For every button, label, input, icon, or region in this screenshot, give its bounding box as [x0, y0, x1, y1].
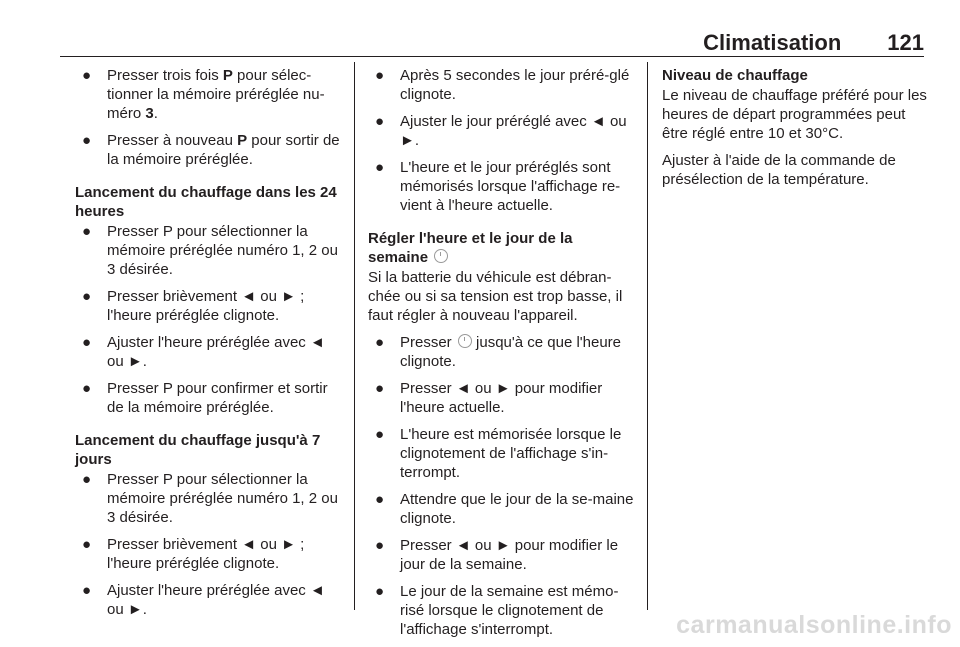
- text: Presser: [400, 334, 456, 351]
- list-item: [368, 582, 636, 639]
- column-divider: [647, 62, 648, 610]
- list-item: [75, 222, 343, 279]
- paragraph: Le niveau de chauffage préféré pour les heures de départ programmées peut être réglé entre 10 et 30°C.: [662, 87, 927, 142]
- list-item: [368, 66, 636, 104]
- text: Ajuster l'heure préréglée avec ◄ ou ►.: [107, 582, 325, 618]
- heading-7d: Lancement du chauffage jusqu'à 7 jours: [75, 432, 321, 468]
- heading-text: Régler l'heure et le jour de la semaine: [368, 230, 573, 266]
- column-1: [75, 66, 343, 627]
- list-item: [368, 112, 636, 150]
- intro-list: [75, 66, 343, 169]
- list-item: [75, 470, 343, 527]
- section-title: Climatisation: [703, 30, 842, 55]
- bullet-icon: ●: [82, 380, 92, 397]
- column-divider: [354, 62, 355, 610]
- bullet-icon: ●: [375, 159, 385, 176]
- list-item: [75, 535, 343, 573]
- list-item: [368, 536, 636, 574]
- text: Presser à nouveau: [107, 132, 238, 149]
- heading-heat-level: Niveau de chauffage: [662, 67, 808, 84]
- bullet-icon: ●: [82, 582, 92, 599]
- page-number: 121: [887, 30, 924, 55]
- text: .: [153, 105, 158, 122]
- bullet-icon: ●: [375, 380, 385, 397]
- bullet-icon: ●: [375, 491, 385, 508]
- text: pour sortir de la mémoire préréglée.: [107, 132, 340, 168]
- bullet-icon: ●: [82, 67, 92, 84]
- text: Ajuster le jour préréglé avec ◄ ou ►.: [400, 113, 627, 149]
- text: Presser brièvement ◄ ou ► ; l'heure préréglée clignote.: [107, 536, 305, 572]
- text: pour sélec-tionner la mémoire préréglée nu-méro: [107, 67, 325, 122]
- text: Presser P pour sélectionner la mémoire préréglée numéro 1, 2 ou 3 désirée.: [107, 223, 338, 278]
- text: Après 5 secondes le jour préré-glé clignote.: [400, 67, 630, 103]
- text: L'heure et le jour préréglés sont mémorisés lorsque l'affichage re-vient à l'heure actuelle.: [400, 159, 621, 214]
- heading-set-time: [368, 229, 636, 267]
- bullet-icon: ●: [375, 113, 385, 130]
- text: Presser P pour sélectionner la mémoire préréglée numéro 1, 2 ou 3 désirée.: [107, 471, 338, 526]
- bullet-icon: ●: [82, 288, 92, 305]
- list-7d: [75, 470, 343, 619]
- text: Ajuster l'heure préréglée avec ◄ ou ►.: [107, 334, 325, 370]
- list-24h: [75, 222, 343, 417]
- clock-icon: [458, 334, 472, 348]
- clock-icon: [434, 249, 448, 263]
- bullet-icon: ●: [82, 471, 92, 488]
- list-item: [368, 425, 636, 482]
- text: Presser P pour confirmer et sortir de la mémoire préréglée.: [107, 380, 328, 416]
- list-item: [368, 333, 636, 371]
- bullet-icon: ●: [375, 334, 385, 351]
- list-item: [75, 66, 343, 123]
- column-3: [662, 66, 930, 197]
- bullet-icon: ●: [82, 536, 92, 553]
- list-item: [368, 158, 636, 215]
- column-2: [368, 66, 636, 647]
- header-rule: [60, 56, 924, 57]
- bullet-icon: ●: [375, 426, 385, 443]
- bullet-icon: ●: [82, 132, 92, 149]
- text: Le jour de la semaine est mémo-risé lorsque le clignotement de l'affichage s'interrompt.: [400, 583, 619, 638]
- bullet-icon: ●: [82, 334, 92, 351]
- list-item: [75, 131, 343, 169]
- paragraph: Ajuster à l'aide de la commande de présélection de la température.: [662, 152, 896, 188]
- intro-list: [368, 66, 636, 215]
- text: Presser ◄ ou ► pour modifier le jour de la semaine.: [400, 537, 619, 573]
- page-header: [60, 26, 924, 56]
- list-item: [75, 379, 343, 417]
- list-item: [368, 490, 636, 528]
- bullet-icon: ●: [375, 537, 385, 554]
- watermark: carmanualsonline.info: [676, 611, 952, 639]
- paragraph: Si la batterie du véhicule est débran-chée ou si sa tension est trop basse, il faut régler à nouveau l'appareil.: [368, 269, 623, 324]
- key-label: P: [222, 67, 233, 84]
- text: Attendre que le jour de la se-maine clignote.: [400, 491, 634, 527]
- text: L'heure est mémorisée lorsque le clignotement de l'affichage s'in-terrompt.: [400, 426, 622, 481]
- list-item: [75, 581, 343, 619]
- heading-24h: Lancement du chauffage dans les 24 heures: [75, 184, 337, 220]
- text: Presser ◄ ou ► pour modifier l'heure actuelle.: [400, 380, 603, 416]
- text: Presser brièvement ◄ ou ► ; l'heure préréglée clignote.: [107, 288, 305, 324]
- list-item: [75, 333, 343, 371]
- bullet-icon: ●: [375, 67, 385, 84]
- key-label: P: [237, 132, 248, 149]
- bullet-icon: ●: [375, 583, 385, 600]
- text: jusqu'à ce que l'heure clignote.: [400, 334, 622, 370]
- list-item: [368, 379, 636, 417]
- text: Presser trois fois: [107, 67, 223, 84]
- key-label: 3: [145, 105, 154, 122]
- bullet-icon: ●: [82, 223, 92, 240]
- list-item: [75, 287, 343, 325]
- set-time-list: [368, 333, 636, 639]
